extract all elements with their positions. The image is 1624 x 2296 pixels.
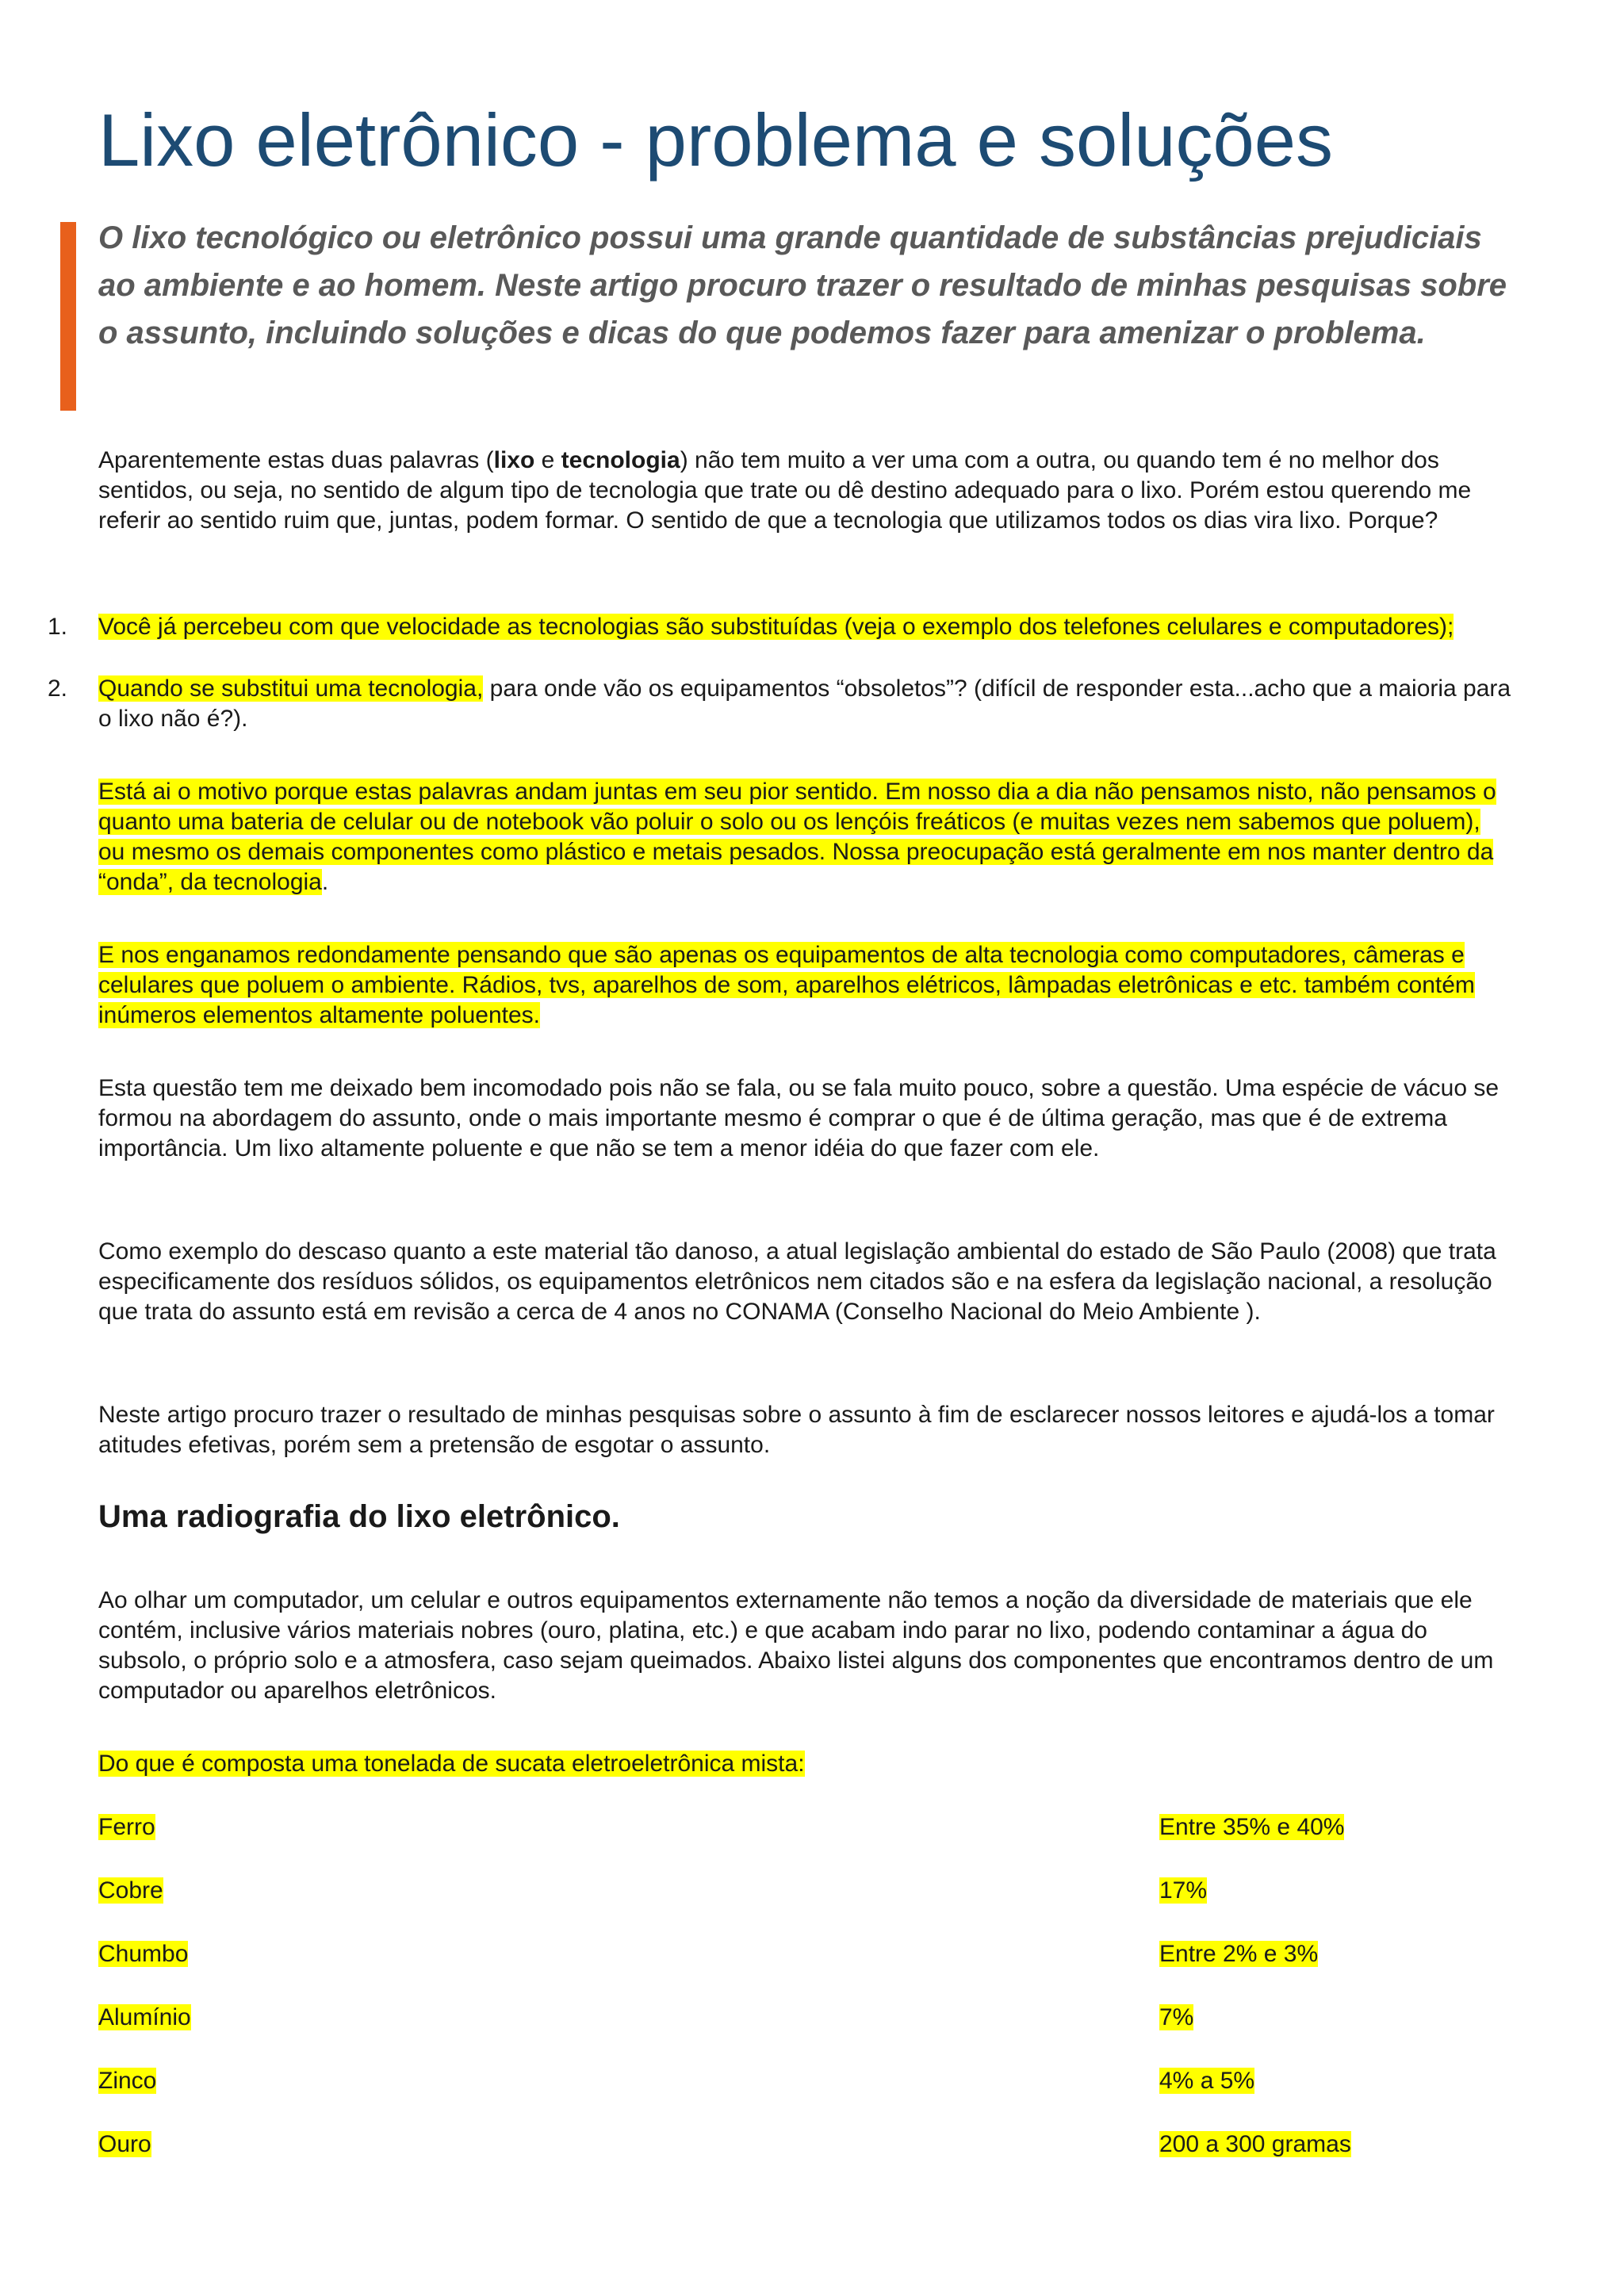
paragraph-1-mid: e — [534, 447, 561, 473]
material-amount — [1159, 2130, 1351, 2160]
paragraph-5: Como exemplo do descaso quanto a este material tão danoso, a atual legislação ambiental do estado de São Paulo (2008) que trata especificamente dos resíduos sólidos, os equipamentos eletrônicos nem citados são e na esfera da legislação nacional, a resolução que trata do assunto está em revisão a cerca de 4 anos no CONAMA (Conselho Nacional do Meio Ambiente ). — [98, 1238, 1496, 1325]
paragraph-1-before: Aparentemente estas duas palavras ( — [98, 447, 494, 473]
material-label-text: Zinco — [98, 2068, 157, 2094]
material-label — [98, 2003, 191, 2033]
paragraph-7: Ao olhar um computador, um celular e outros equipamentos externamente não temos a noção da diversidade de materiais que ele contém, inclusive vários materiais nobres (ouro, platina, etc.) e que acabam indo parar no lixo, podendo contaminar a água do subsolo, o próprio solo e a atmosfera, caso sejam queimados. Abaixo listei alguns dos componentes que encontramos dentro de um computador ou aparelhos eletrônicos. — [98, 1587, 1494, 1704]
paragraph-1 — [98, 446, 1510, 536]
composition-caption-highlight: Do que é composta uma tonelada de sucata eletroeletrônica mista: — [98, 1751, 805, 1777]
material-label-text: Chumbo — [98, 1941, 189, 1967]
intro-accent-bar — [60, 222, 76, 411]
paragraph-3 — [98, 940, 1510, 1031]
material-amount — [1159, 1876, 1207, 1906]
material-amount-text: 200 a 300 gramas — [1159, 2131, 1351, 2157]
material-label-text: Ouro — [98, 2131, 151, 2157]
material-label — [98, 1812, 155, 1843]
list-number: 1. — [48, 614, 68, 640]
material-label — [98, 2130, 151, 2160]
material-label — [98, 1939, 188, 1969]
material-amount — [1159, 1939, 1318, 1969]
list-text — [98, 674, 1518, 734]
material-amount-text: 4% a 5% — [1159, 2068, 1255, 2094]
list-text — [98, 612, 1518, 642]
material-amount-text: Entre 2% e 3% — [1159, 1941, 1319, 1967]
list-highlight: Você já percebeu com que velocidade as tecnologias são substituídas (veja o exemplo dos telefones celulares e computadores); — [98, 614, 1454, 640]
material-label-text: Cobre — [98, 1877, 163, 1904]
article-intro: O lixo tecnológico ou eletrônico possui uma grande quantidade de substâncias prejudiciais ao ambiente e ao homem. Neste artigo procuro trazer o resultado de minhas pesquisas sobre o assunto, incluindo soluções e dicas do que podemos fazer para amenizar o problema. — [98, 220, 1507, 350]
material-amount-text: 7% — [1159, 2004, 1194, 2030]
material-amount — [1159, 2066, 1254, 2096]
paragraph-2 — [98, 777, 1510, 897]
material-amount-text: Entre 35% e 40% — [1159, 1814, 1345, 1840]
list-rest: para onde vão os equipamentos “obsoletos”? (difícil de responder esta...acho que a maioria para o lixo não é?). — [98, 675, 1511, 732]
list-number: 2. — [48, 675, 68, 702]
paragraph-2-end: . — [321, 869, 329, 895]
material-label-text: Ferro — [98, 1814, 155, 1840]
article-title: Lixo eletrônico - problema e soluções — [98, 98, 1334, 182]
paragraph-6: Neste artigo procuro trazer o resultado de minhas pesquisas sobre o assunto à fim de esclarecer nossos leitores e ajudá-los a tomar atitudes efetivas, porém sem a pretensão de esgotar o assunto. — [98, 1402, 1495, 1458]
material-amount — [1159, 2003, 1193, 2033]
composition-table-caption — [98, 1749, 805, 1779]
paragraph-1-bold-lixo: lixo — [493, 447, 535, 473]
paragraph-2-highlight: Está ai o motivo porque estas palavras andam juntas em seu pior sentido. Em nosso dia a dia não pensamos nisto, não pensamos o quanto uma bateria de celular ou de notebook vão poluir o solo ou os lençóis freáticos (e muitas vezes nem sabemos que poluem), ou mesmo os demais componentes como plástico e metais pesados. Nossa preocupação está geralmente em nos manter dentro da “onda”, da tecnologia — [98, 779, 1496, 895]
material-amount — [1159, 1812, 1344, 1843]
paragraph-3-highlight: E nos enganamos redondamente pensando que são apenas os equipamentos de alta tecnologia como computadores, câmeras e celulares que poluem o ambiente. Rádios, tvs, aparelhos de som, aparelhos elétricos, lâmpadas eletrônicas e etc. também contém inúmeros elementos altamente poluentes. — [98, 942, 1475, 1028]
material-label — [98, 2066, 156, 2096]
list-highlight: Quando se substitui uma tecnologia, — [98, 675, 484, 702]
paragraph-1-bold-tecnologia: tecnologia — [561, 447, 680, 473]
material-amount-text: 17% — [1159, 1877, 1208, 1904]
material-label — [98, 1876, 163, 1906]
paragraph-4: Esta questão tem me deixado bem incomodado pois não se fala, ou se fala muito pouco, sobre a questão. Uma espécie de vácuo se formou na abordagem do assunto, onde o mais importante mesmo é comprar o que é de última geração, mas que é de extrema importância. Um lixo altamente poluente e que não se tem a menor idéia do que fazer com ele. — [98, 1075, 1500, 1161]
material-label-text: Alumínio — [98, 2004, 191, 2030]
section-heading: Uma radiografia do lixo eletrônico. — [98, 1499, 620, 1534]
paragraph-1-after: ) não tem muito a ver uma com a outra, ou quando tem é no melhor dos sentidos, ou seja, no sentido de algum tipo de tecnologia que trate ou dê destino adequado para o lixo. Porém estou querendo me referir ao sentido ruim que, juntas, podem formar. O sentido de que a tecnologia que utilizamos todos os dias vira lixo. Porque? — [98, 447, 1472, 534]
